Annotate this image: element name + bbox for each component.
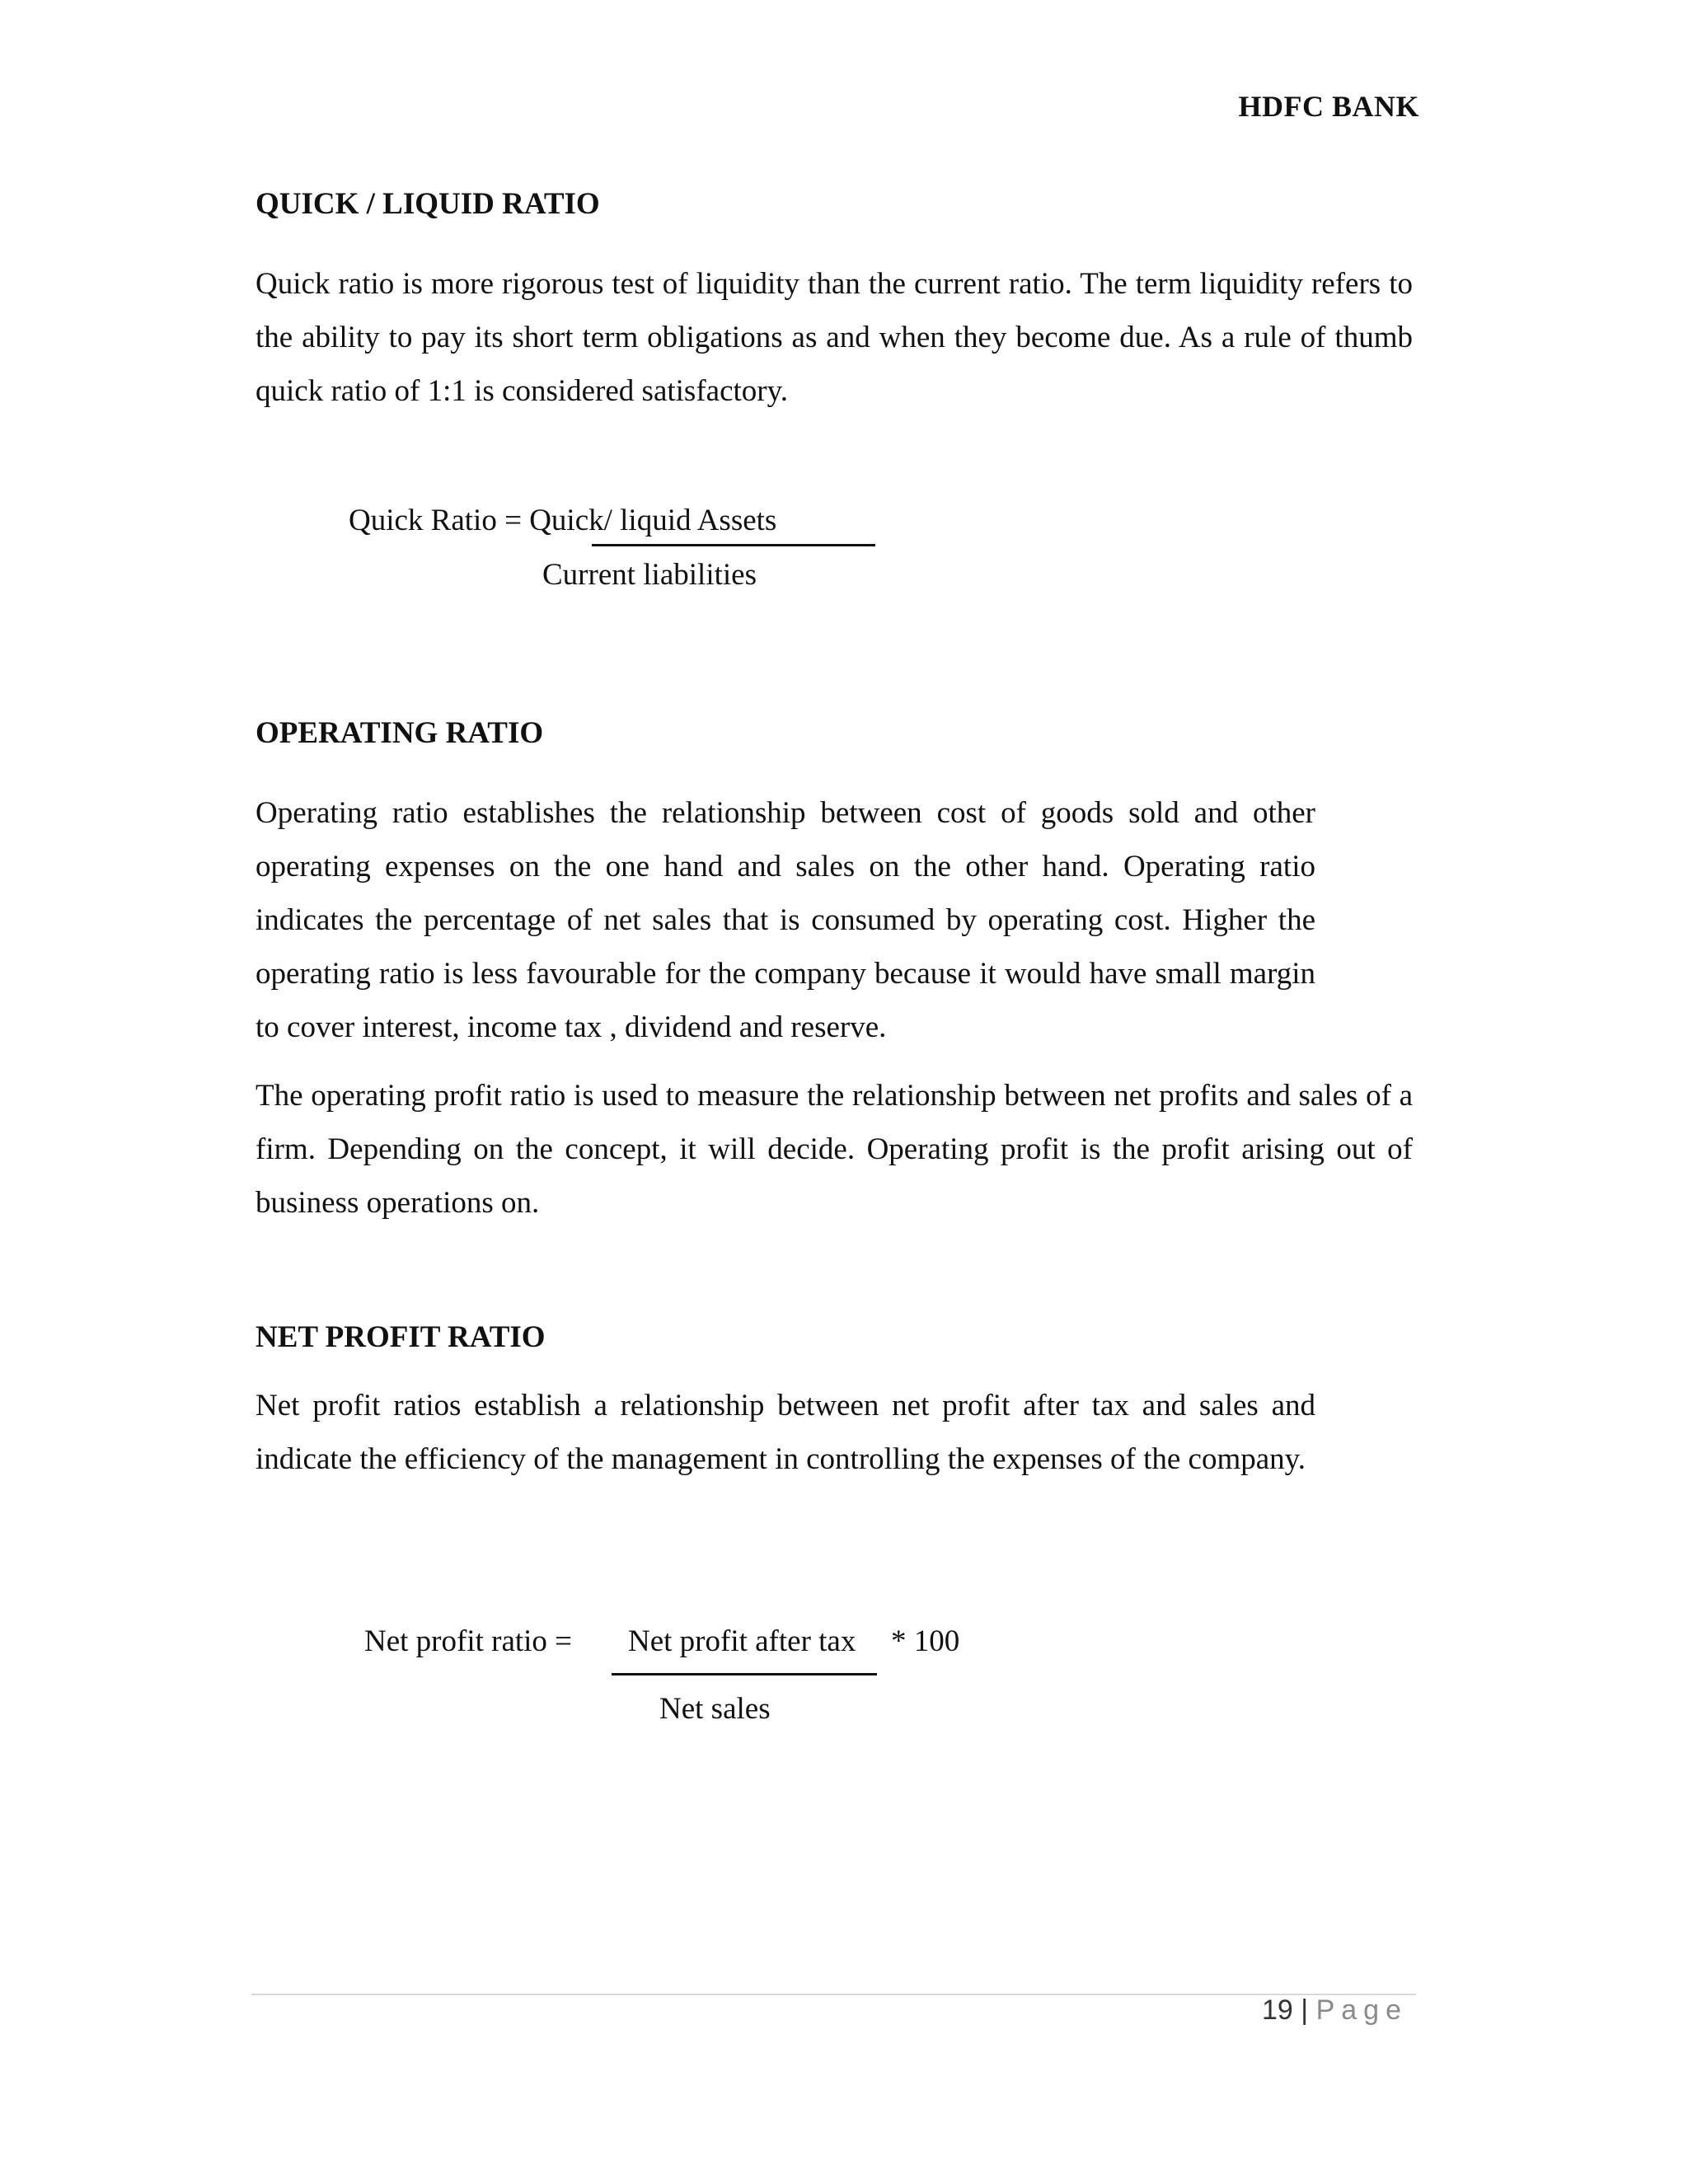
running-header: HDFC BANK — [1238, 90, 1419, 123]
quick-ratio-paragraph: Quick ratio is more rigorous test of liquidity than the current ratio. The term liquidity refers to the ability to pay its short term obligations as and when they become due. As a rule of thumb quick ratio of 1:1 is considered satisfactory. — [256, 267, 1413, 408]
net-profit-fraction-line — [612, 1673, 877, 1675]
operating-ratio-paragraph-1: Operating ratio establishes the relationship between cost of goods sold and other operating expenses on the one hand and sales on the other hand. Operating ratio indicates the percentage of net sales that is consumed by operating cost. Higher the operating ratio is less favourable for the company because it would have small margin to cover interest, income tax , dividend and reserve. — [256, 796, 1315, 1044]
net-profit-formula-denominator: Net sales — [659, 1692, 771, 1726]
page-number: 19 — [1262, 1994, 1293, 2026]
net-profit-formula-lhs: Net profit ratio = — [364, 1624, 573, 1658]
quick-ratio-formula-lhs: Quick Ratio = Quick/ liquid Assets — [349, 504, 777, 537]
quick-ratio-heading: QUICK / LIQUID RATIO — [256, 187, 600, 221]
operating-ratio-paragraph-2: The operating profit ratio is used to measure the relationship between net profits and sales of a firm. Depending on the concept, it will decide. Operating profit is the profit arising out of business operations on. — [256, 1079, 1413, 1220]
net-profit-ratio-heading: NET PROFIT RATIO — [256, 1320, 546, 1354]
operating-ratio-heading: OPERATING RATIO — [256, 716, 544, 750]
page-footer — [1262, 1994, 1408, 2027]
net-profit-formula-multiplier: * 100 — [891, 1624, 960, 1658]
net-profit-ratio-paragraph: Net profit ratios establish a relationship between net profit after tax and sales and indicate the efficiency of the management in controlling the expenses of the company. — [256, 1389, 1315, 1476]
net-profit-formula-numerator: Net profit after tax — [628, 1624, 856, 1658]
page-label: Page — [1315, 1994, 1408, 2026]
quick-ratio-fraction-line — [592, 544, 875, 546]
footer-separator: | — [1301, 1994, 1309, 2026]
footer-divider — [251, 1994, 1416, 1995]
quick-ratio-formula-denominator: Current liabilities — [542, 558, 757, 592]
